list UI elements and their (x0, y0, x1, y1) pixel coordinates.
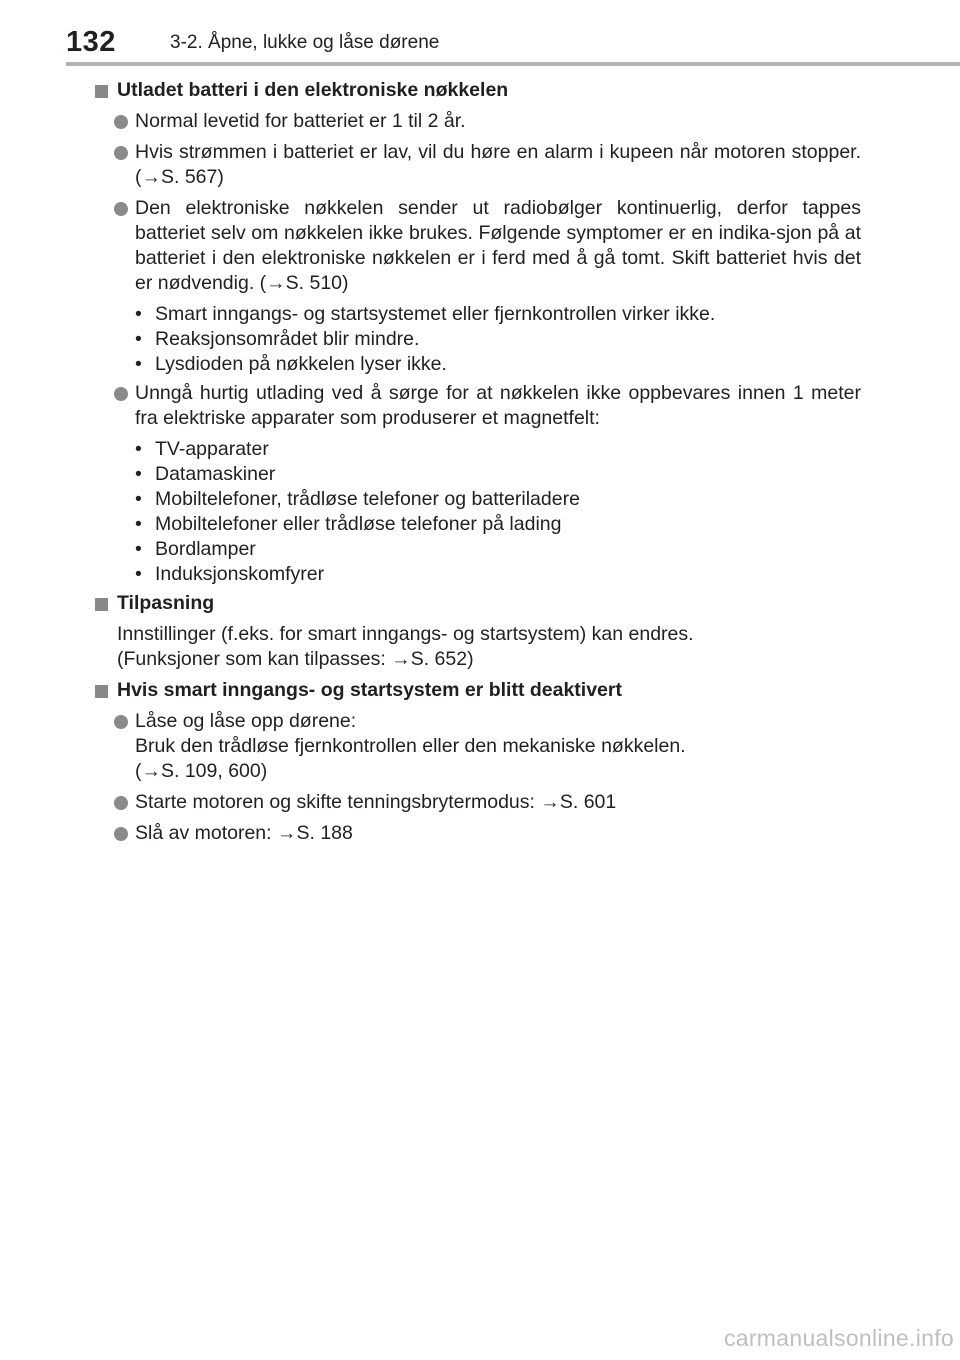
sub-list-item: • Bordlamper (95, 537, 861, 562)
sub-list-item: • Mobiltelefoner eller trådløse telefoner på lading (95, 512, 861, 537)
section-title-text: Hvis smart inngangs- og startsystem er blitt deaktivert (117, 679, 622, 701)
watermark-footer: carmanualsonline.info (723, 1325, 954, 1351)
bullet-text: Hvis strømmen i batteriet er lav, vil du høre en alarm i kupeen når motoren stopper. (→S. 567) (135, 141, 861, 188)
bullet-dot-icon (114, 387, 128, 401)
bullet-dot-icon (114, 146, 128, 160)
bullet-text: Normal levetid for batteriet er 1 til 2 år. (135, 110, 466, 132)
bullet-text: Starte motoren og skifte tenningsbrytermodus: →S. 601 (135, 791, 617, 813)
sub-list-item: • Mobiltelefoner, trådløse telefoner og batteriladere (95, 487, 861, 512)
bullet-dot-icon (114, 715, 128, 729)
page-number: 132 (66, 26, 116, 58)
sub-list-item: • Lysdioden på nøkkelen lyser ikke. (95, 352, 861, 377)
sub-list (95, 302, 861, 377)
section-title (95, 78, 861, 103)
bullet-item (95, 381, 861, 431)
sub-list-item: • Reaksjonsområdet blir mindre. (95, 327, 861, 352)
sub-list-item: • Datamaskiner (95, 462, 861, 487)
header-rule (66, 62, 960, 66)
bullet-line: Bruk den trådløse fjernkontrollen eller den mekaniske nøkkelen. (135, 735, 686, 757)
bullet-line: Låse og låse opp dørene: (135, 710, 357, 732)
bullet-text: Den elektroniske nøkkelen sender ut radiobølger kontinuerlig, derfor tappes batteriet selv om nøkkelen ikke brukes. Følgende symptomer er en indika-sjon på at batteriet i den elektroniske nøkkelen er i ferd med å gå tomt. Skift batteriet hvis det er nødvendig. (→S. 510) (135, 197, 861, 294)
bullet-item (95, 140, 861, 190)
bullet-dot-icon (114, 796, 128, 810)
section-title (95, 678, 861, 703)
bullet-item (95, 196, 861, 296)
bullet-item (95, 109, 861, 134)
square-marker-icon (95, 598, 108, 611)
paragraph-line: Innstillinger (f.eks. for smart inngangs- og startsystem) kan endres. (117, 623, 694, 645)
paragraph (95, 622, 861, 672)
square-marker-icon (95, 685, 108, 698)
sub-list-item: • TV-apparater (95, 437, 861, 462)
bullet-dot-icon (114, 115, 128, 129)
bullet-dot-icon (114, 202, 128, 216)
bullet-text: Slå av motoren: →S. 188 (135, 822, 353, 844)
section-customization (95, 591, 861, 672)
sub-list-item: • Induksjonskomfyrer (95, 562, 861, 587)
section-title-text: Utladet batteri i den elektroniske nøkkelen (117, 79, 509, 101)
square-marker-icon (95, 85, 108, 98)
bullet-item (95, 790, 861, 815)
bullet-dot-icon (114, 827, 128, 841)
page-content (95, 78, 861, 852)
section-title (95, 591, 861, 616)
chapter-title: 3-2. Åpne, lukke og låse dørene (170, 32, 440, 53)
section-title-text: Tilpasning (117, 592, 215, 614)
sub-list (95, 437, 861, 587)
page-header (0, 0, 960, 66)
section-deactivated (95, 678, 861, 846)
bullet-text: Unngå hurtig utlading ved å sørge for at nøkkelen ikke oppbevares innen 1 meter fra elektriske apparater som produserer et magnetfelt: (135, 382, 861, 429)
bullet-item (95, 821, 861, 846)
section-battery (95, 78, 861, 587)
bullet-line: (→S. 109, 600) (135, 760, 268, 782)
sub-list-item: • Smart inngangs- og startsystemet eller fjernkontrollen virker ikke. (95, 302, 861, 327)
bullet-item (95, 709, 861, 784)
paragraph-line: (Funksjoner som kan tilpasses: →S. 652) (117, 648, 474, 670)
